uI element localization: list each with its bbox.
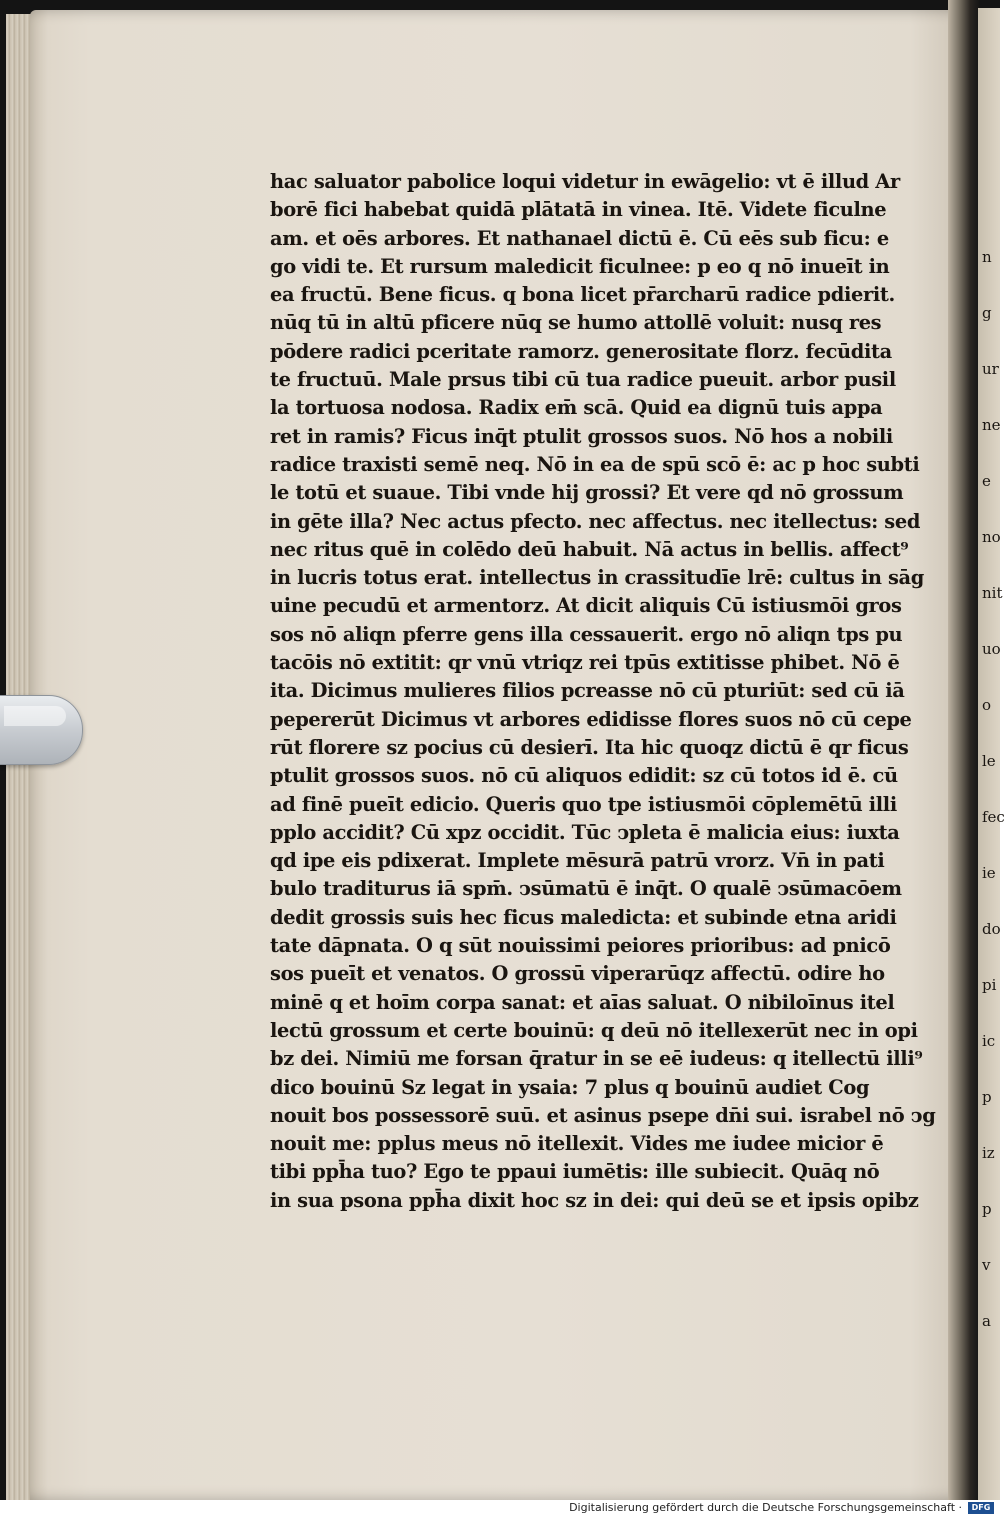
text-line: te fructuū. Male prsus tibi cū tua radice pueuit. arbor pusil (270, 368, 896, 392)
text-line: dico bouinū Sz legat in ysaia: 7 plus q bouinū audiet Cog (270, 1075, 870, 1099)
facing-page-fragment: ie (982, 864, 996, 882)
text-line: hac saluator pabolice loqui videtur in ewāgelio: vt ē illud Ar (270, 170, 900, 193)
facing-page-fragment: fec (982, 808, 1005, 826)
facing-page-fragment: pi (982, 976, 997, 994)
text-line: pōdere radici pceritate ramorz. generositate florz. fecūdita (270, 339, 892, 363)
incunabula-text-block (270, 168, 936, 1215)
text-line: qd ipe eis pdixerat. Implete mēsurā patrū vrorz. Vn̄ in pati (270, 849, 885, 873)
facing-page-fragment: no (982, 528, 1001, 546)
text-line: dedit grossis suis hec ficus maledicta: et subinde etna aridi (270, 905, 897, 929)
text-line: ptulit grossos suos. nō cū aliquos edidit: sz cū totos id ē. cū (270, 764, 898, 788)
text-line: nouit bos possessorē suū. et asinus psepe dn̄i sui. israbel nō ↄg (270, 1103, 936, 1127)
text-line: nūq tū in altū pficere nūq se humo attollē voluit: nusq res (270, 311, 882, 335)
text-line: ad finē pueīt edicio. Queris quo tpe istiusmōi cōplemētū illi (270, 792, 897, 816)
text-line: tibi pph̄a tuo? Ego te ppaui iumētis: ille subiecit. Quāq nō (270, 1160, 880, 1184)
facing-page-fragment: n (982, 248, 992, 266)
text-line: in gēte illa? Nec actus pfecto. nec affectus. nec itellectus: sed (270, 509, 921, 533)
text-line: go vidi te. Et rursum maledicit ficulnee: p eo q nō inueīt in (270, 254, 890, 278)
facing-page-fragment: a (982, 1312, 991, 1330)
text-line: la tortuosa nodosa. Radix em̄ scā. Quid ea dignū tuis appa (270, 396, 883, 420)
facing-page-fragment: o (982, 696, 992, 714)
text-line: lectū grossum et certe bouinū: q deū nō itellexerūt nec in opi (270, 1018, 918, 1042)
text-line: sos pueīt et venatos. O grossū viperarūqz affectū. odire ho (270, 962, 885, 986)
facing-page-fragment: g (982, 304, 992, 322)
text-line: bz dei. Nimiū me forsan q̄ratur in se eē iudeus: q itellectū illi⁹ (270, 1047, 923, 1071)
text-line: tate dāpnata. O q sūt nouissimi peiores prioribus: ad pnicō (270, 934, 891, 958)
facing-page-fragment: le (982, 752, 996, 770)
facing-page-fragment: v (982, 1256, 991, 1274)
text-line: ita. Dicimus mulieres filios pcreasse nō cū pturiūt: sed cū iā (270, 679, 905, 703)
text-line: in sua psona pph̄a dixit hoc sz in dei: qui deū se et ipsis opibz (270, 1188, 919, 1212)
text-line: pplo accidit? Cū xpz occidit. Tūc ↄpleta ē malicia eius: iuxta (270, 820, 900, 844)
footer-credit: Digitalisierung gefördert durch die Deutsche Forschungsgemeinschaft · (569, 1501, 962, 1514)
text-line: tacōis nō extitit: qr vnū vtriqz rei tpūs extitisse phibet. Nō ē (270, 651, 900, 675)
text-line: nec ritus quē in colēdo deū habuit. Nā actus in bellis. affect⁹ (270, 537, 909, 561)
footer (0, 1500, 1000, 1517)
text-line: rūt florere sz pocius cū desierī. Ita hic quoqz dictū ē qr ficus (270, 735, 909, 759)
dfg-logo-icon[interactable]: DFG (968, 1502, 994, 1514)
facing-page (978, 8, 1005, 1500)
text-line: uine pecudū et armentorz. At dicit aliquis Cū istiusmōi gros (270, 594, 902, 618)
text-line: in lucris totus erat. intellectus in crassitudīe lrē: cultus in sāg (270, 566, 924, 590)
facing-page-fragment: uo (982, 640, 1001, 658)
facing-page-fragment: ur (982, 360, 999, 378)
text-line: le totū et suaue. Tibi vnde hij grossi? Et vere qd nō grossum (270, 481, 904, 505)
page-clip (0, 695, 83, 765)
book-gutter (948, 0, 980, 1500)
facing-page-fragment: e (982, 472, 991, 490)
text-line: minē q et hoīm corpa sanat: et aīas saluat. O nibiloīnus itel (270, 990, 895, 1014)
facing-page-fragment: do (982, 920, 1001, 938)
text-line: nouit me: pplus meus nō itellexit. Vides me iudee micior ē (270, 1132, 884, 1156)
text-line: sos nō aliqn pferre gens illa cessauerit. ergo nō aliqn tps pu (270, 622, 903, 646)
facing-page-fragment: iz (982, 1144, 995, 1162)
text-line: am. et oēs arbores. Et nathanael dictū ē. Cū eēs sub ficu: e (270, 226, 889, 250)
text-line: pepererūt Dicimus vt arbores edidisse flores suos nō cū cepe (270, 707, 912, 731)
facing-page-fragment: p (982, 1200, 992, 1218)
text-line: ea fructū. Bene ficus. q bona licet pr̄archarū radice pdierit. (270, 283, 895, 307)
facing-page-fragment: nit (982, 584, 1003, 602)
facing-page-fragment: ne (982, 416, 1001, 434)
facing-page-fragment: ic (982, 1032, 996, 1050)
facing-page-fragment: p (982, 1088, 992, 1106)
text-line: bulo traditurus iā spm̄. ↄsūmatū ē inq̄t. O qualē ↄsūmacōem (270, 877, 902, 901)
text-line: ret in ramis? Ficus inq̄t ptulit grossos suos. Nō hos a nobili (270, 424, 893, 448)
text-line: borē fici habebat quidā plātatā in vinea. Itē. Videte ficulne (270, 198, 887, 222)
text-line: radice traxisti semē neq. Nō in ea de spū scō ē: ac p hoc subti (270, 452, 920, 476)
